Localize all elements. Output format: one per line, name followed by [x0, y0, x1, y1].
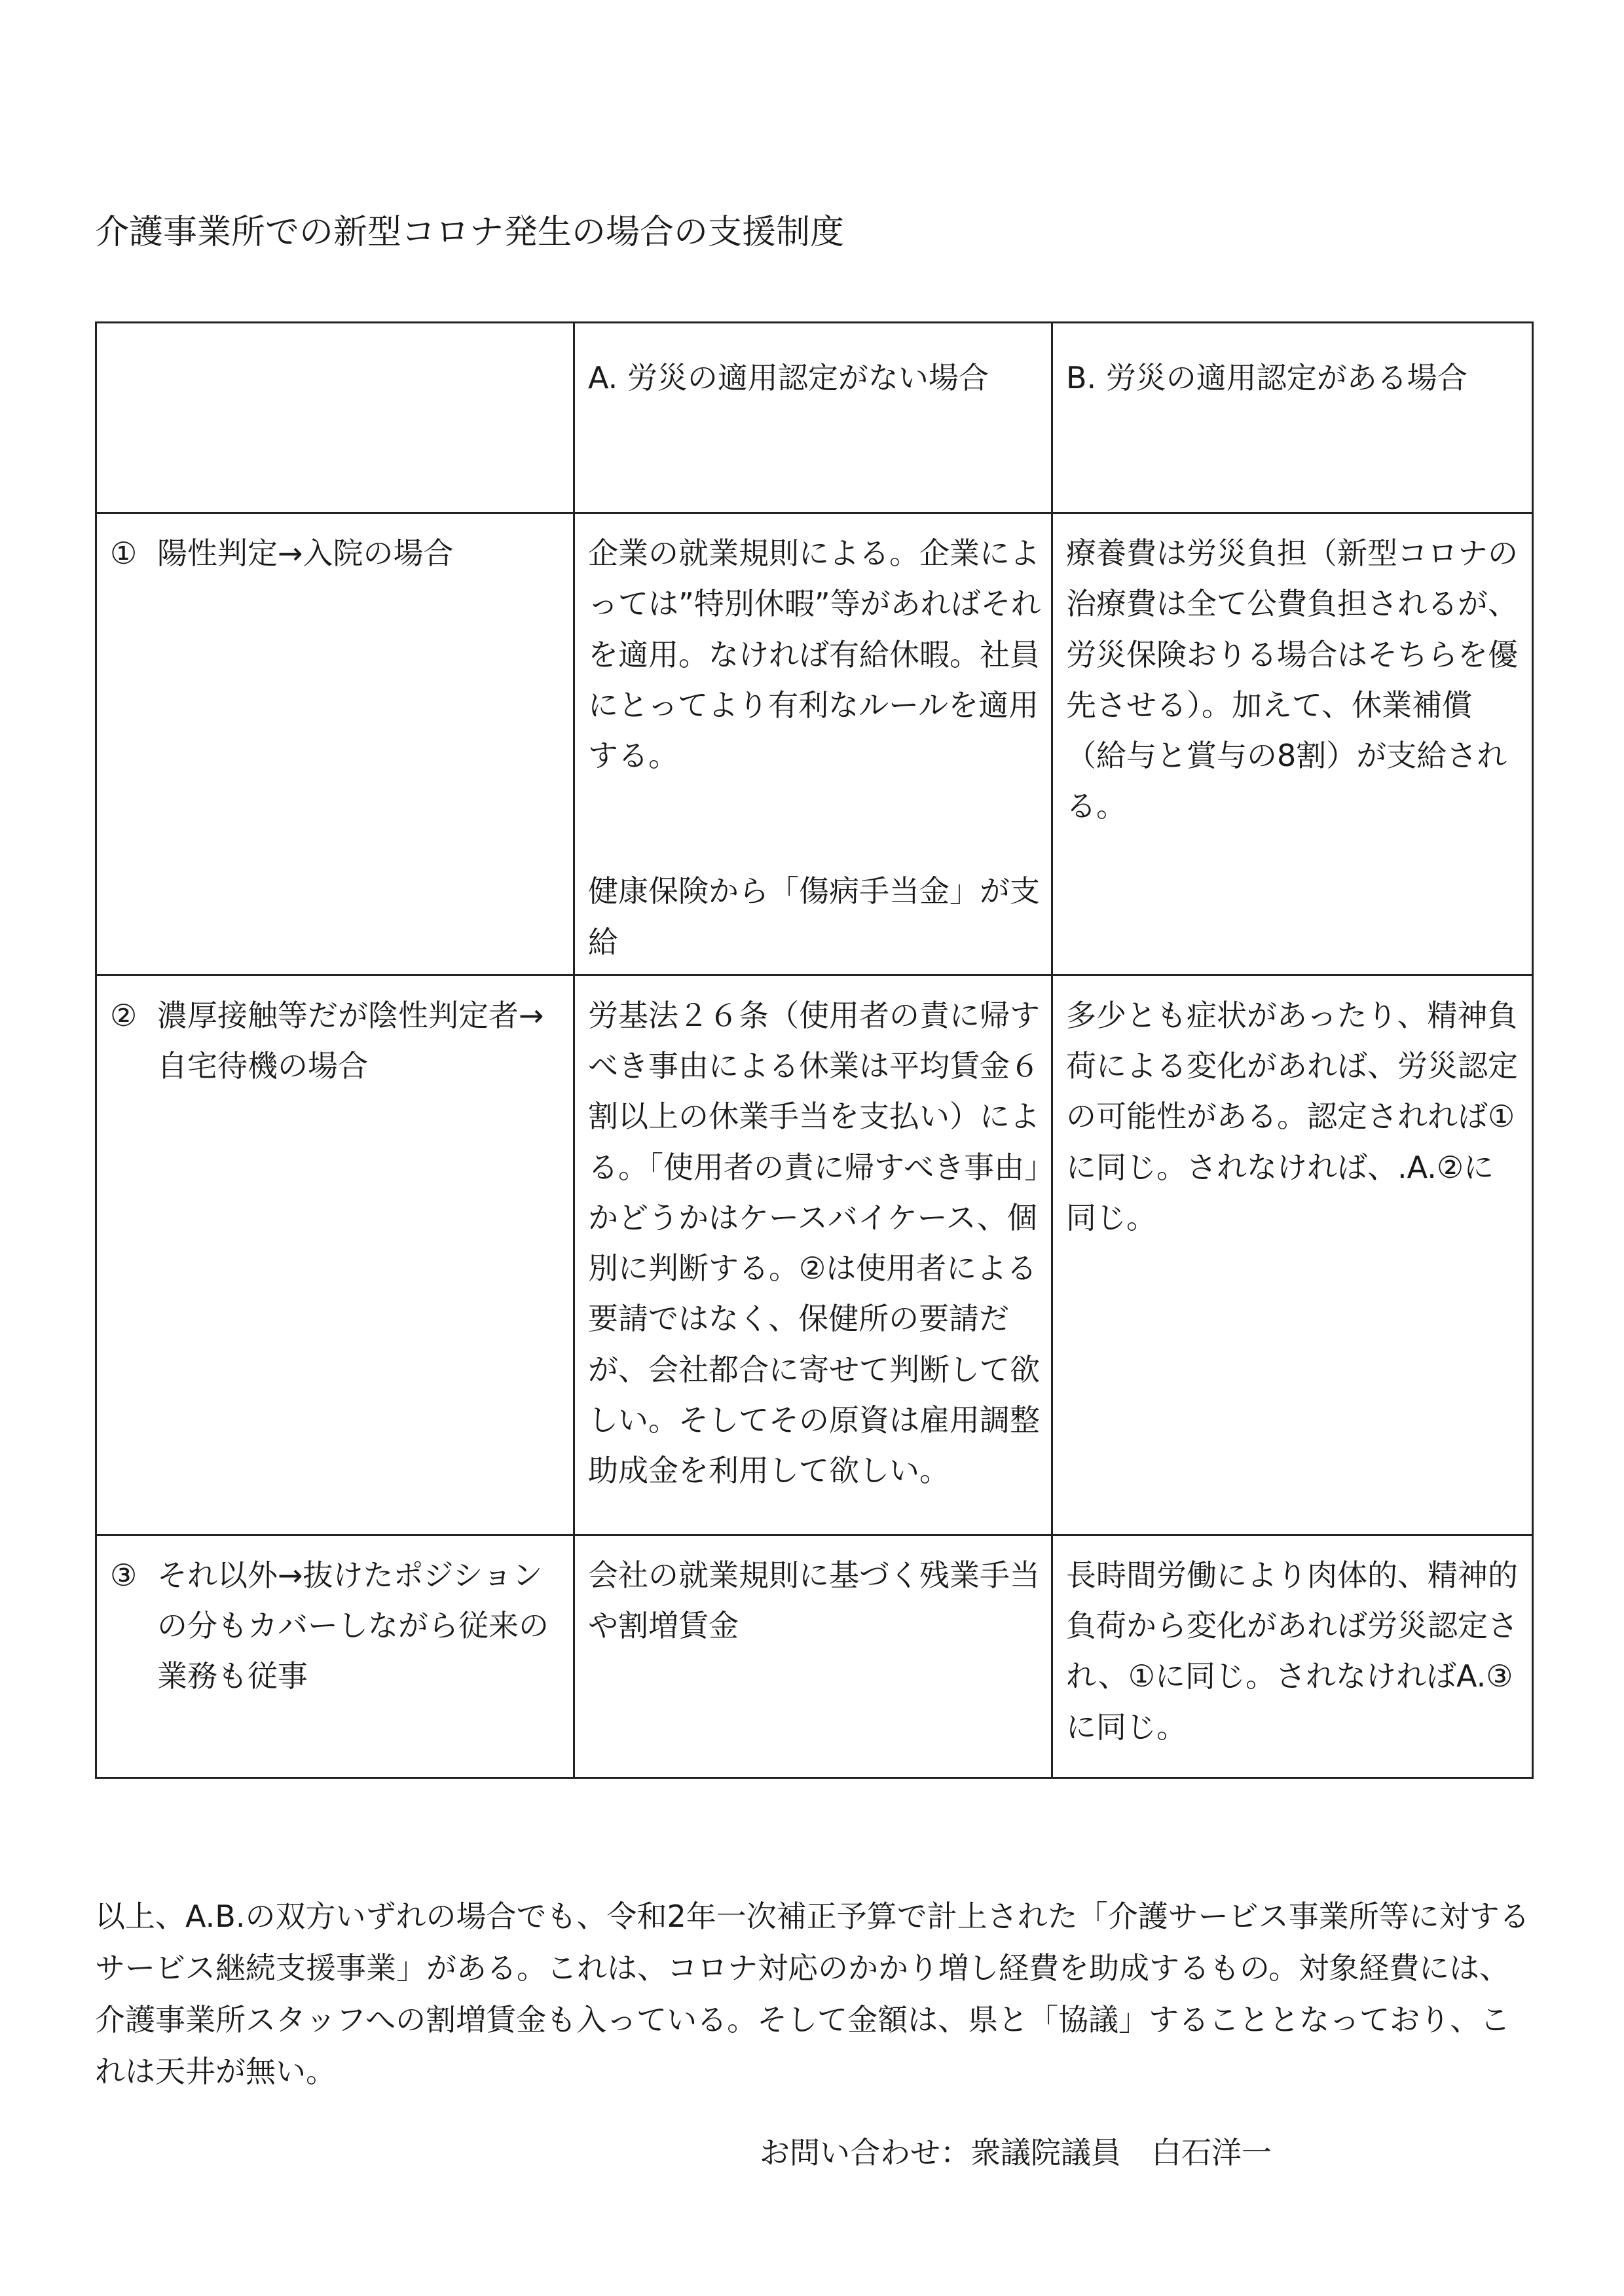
cell-a-extra-text: 健康保険から「傷病手当金」が支給 [588, 873, 1040, 960]
footer-paragraph-text: 以上、A.B.の双方いずれの場合でも、令和2年一次補正予算で計上された「介護サービス事業所等に対するサービス継続支援事業」がある。これは、コロナ対応のかかり増し経費を助成するもの。対象経費には、介護事業所スタッフへの割増賃金も入っている。そして金額は、県と「協議」することとなっており、これは天井が無い。 [95, 1899, 1530, 2090]
case-description: 濃厚接触等だが陰性判定者→自宅待機の場合 [157, 997, 544, 1084]
header-cell-empty [96, 323, 574, 513]
header-b-text: B. 労災の適用認定がある場合 [1066, 360, 1467, 395]
page-title: 介護事業所での新型コロナ発生の場合の支援制度 [95, 213, 845, 252]
case-cell [96, 513, 574, 975]
case-number: ① [110, 536, 138, 571]
cell-a [574, 1535, 1052, 1777]
cell-b-text: 療養費は労災負担（新型コロナの治療費は全て公費負担されるが、労災保険おりる場合はそちらを優先させる）。加えて、休業補償（給与と賞与の8割）が支給される。 [1066, 536, 1518, 824]
cell-b-text: 多少とも症状があったり、精神負荷による変化があれば、労災認定の可能性がある。認定されれば①に同じ。されなければ、.A.②に同じ。 [1066, 997, 1518, 1235]
case-cell [96, 1535, 574, 1777]
cell-a-text: 会社の就業規則に基づく残業手当や割増賃金 [588, 1557, 1040, 1644]
cell-a-text: 企業の就業規則による。企業によっては”特別休暇”等があればそれを適用。なければ有給休暇。社員にとってより有利なルールを適用する。 [588, 536, 1041, 774]
cell-a [574, 513, 1052, 975]
case-description: 陽性判定→入院の場合 [157, 536, 454, 571]
table-row [96, 1535, 1533, 1777]
case-description: それ以外→抜けたポジションの分もカバーしながら従来の業務も従事 [157, 1557, 549, 1694]
header-cell-b [1052, 323, 1533, 513]
case-cell [96, 975, 574, 1535]
cell-a [574, 975, 1052, 1535]
footer-paragraph [95, 1891, 1536, 2098]
case-number: ③ [110, 1557, 138, 1593]
cell-a-text: 労基法２６条（使用者の責に帰すべき事由による休業は平均賃金６割以上の休業手当を支払い）による。「使用者の責に帰すべき事由」かどうかはケースバイケース、個別に判断する。②は使用者による要請ではなく、保健所の要請だが、会社都合に寄せて判断して欲しい。そしてその原資は雇用調整助成金を利用して欲しい。 [588, 997, 1040, 1489]
case-number: ② [110, 997, 138, 1033]
cell-b-text: 長時間労働により肉体的、精神的負荷から変化があれば労災認定され、①に同じ。されなければA.③に同じ。 [1066, 1557, 1518, 1745]
cell-b [1052, 975, 1533, 1535]
cell-b [1052, 513, 1533, 975]
header-cell-a [574, 323, 1052, 513]
header-a-text: A. 労災の適用認定がない場合 [588, 360, 989, 395]
table-row [96, 975, 1533, 1535]
table-header-row [96, 323, 1533, 513]
table-row [96, 513, 1533, 975]
contact-line: お問い合わせ：衆議院議員 白石洋一 [760, 2135, 1272, 2170]
cell-b [1052, 1535, 1533, 1777]
support-table [95, 321, 1534, 1779]
